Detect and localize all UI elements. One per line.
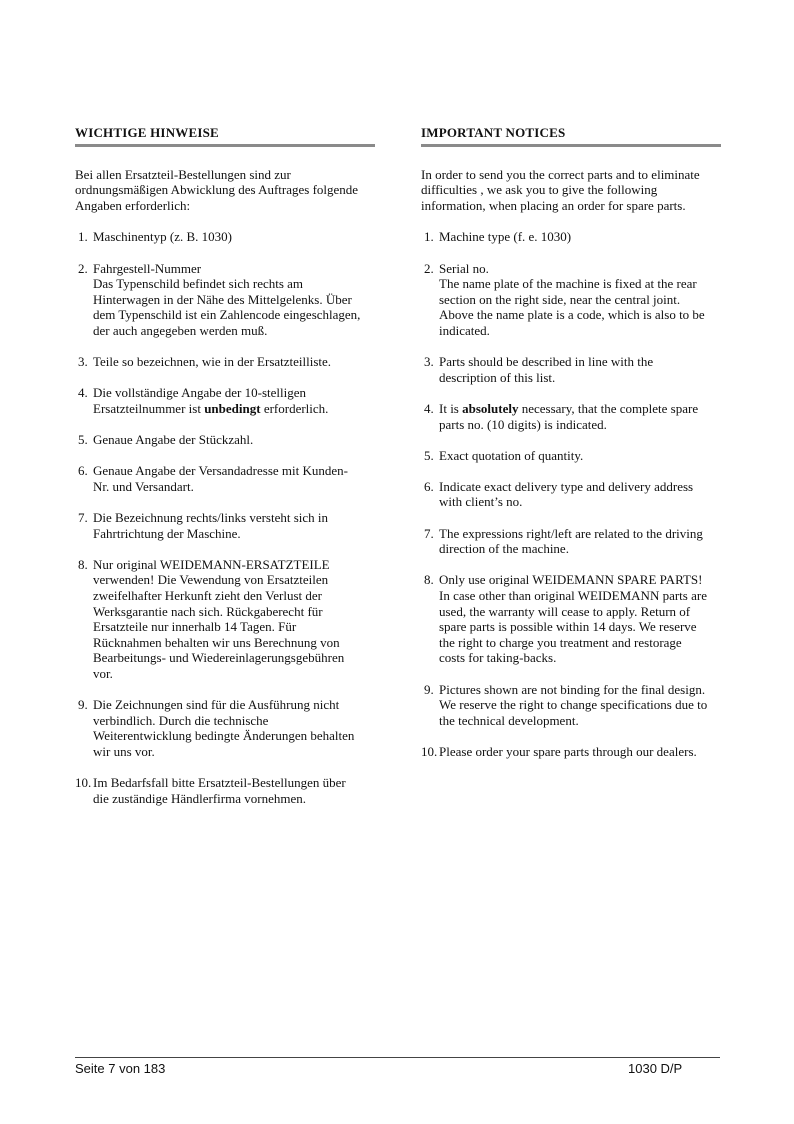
english-item-6: 6. Indicate exact delivery type and delivery address with client’s no. — [424, 478, 694, 510]
german-item-8: 8. Nur original WEIDEMANN-ERSATZTEILE verwenden! Die Vewendung von Ersatzteilen zweifelhafter Herkunft zieht den Verlust der Werksgarantie nach sich. Rückgaberecht für Ersatzteile nur innerhalb 14 Tagen. Für Rücknahmen behalten wir uns Berechnung von Bearbeitungs- und Wiedereinlagerungsgebühren vor. — [78, 556, 345, 681]
german-column — [75, 125, 380, 822]
german-item-6: 6. Genaue Angabe der Versandadresse mit Kunden- Nr. und Versandart. — [78, 463, 348, 494]
english-item-1: 1. Machine type (f. e. 1030) — [424, 229, 572, 245]
german-intro: Bei allen Ersatzteil-Bestellungen sind zur ordnungsmäßigen Abwicklung des Auftrages folgende Angaben erforderlich: — [75, 166, 359, 213]
footer-divider — [75, 1057, 720, 1058]
english-item-10: 10. Please order your spare parts through our dealers. — [421, 743, 697, 759]
german-item-4: 4. Die vollständige Angabe der 10-stelligen Ersatzteilnummer ist unbedingt erforderlich. — [78, 385, 329, 416]
english-item-5: 5. Exact quotation of quantity. — [424, 447, 584, 463]
english-item-7: 7. The expressions right/left are related to the driving direction of the machine. — [424, 525, 703, 557]
german-item-7: 7. Die Bezeichnung rechts/links versteht sich in Fahrtrichtung der Maschine. — [78, 510, 329, 541]
english-item-3: 3. Parts should be described in line with the description of this list. — [424, 354, 654, 385]
page-number: Seite 7 von 183 — [75, 1061, 166, 1076]
german-item-1: 1. Maschinentyp (z. B. 1030) — [78, 229, 233, 245]
document-id: 1030 D/P — [628, 1061, 683, 1076]
emphasis-unbedingt: unbedingt — [204, 400, 261, 416]
emphasis-absolutely: absolutely — [462, 400, 519, 416]
german-item-9: 9. Die Zeichnungen sind für die Ausführung nicht verbindlich. Durch die technische Weiterentwicklung bedingte Änderungen behalten wir uns vor. — [78, 697, 355, 759]
english-item-8: 8. Only use original WEIDEMANN SPARE PARTS! In case other than original WEIDEMANN parts are used, the warranty will cease to apply. Return of spare parts is possible within 14 days. We reserve the right to charge you treatment and restorage costs for taking-backs. — [424, 572, 707, 666]
german-item-5: 5. Genaue Angabe der Stückzahl. — [78, 432, 254, 448]
english-item-9: 9. Pictures shown are not binding for the final design. We reserve the right to change specifications due to the technical development. — [424, 681, 708, 728]
german-heading: WICHTIGE HINWEISE — [75, 125, 375, 147]
english-intro: In order to send you the correct parts and to eliminate difficulties , we ask you to give the following information, when placing an order for spare parts. — [421, 166, 700, 213]
german-item-10: 10. Im Bedarfsfall bitte Ersatzteil-Bestellungen über die zuständige Händlerfirma vornehmen. — [75, 775, 346, 806]
english-item-2: 2. Serial no. The name plate of the machine is fixed at the rear section on the right side, near the central joint. Above the name plate is a code, which is also to be indicated. — [424, 260, 705, 338]
german-item-2: 2. Fahrgestell-Nummer Das Typenschild befindet sich rechts am Hinterwagen in der Nähe des Mittelgelenks. Über dem Typenschild ist ein Zahlencode eingeschlagen, der auch angegeben werden muß. — [78, 260, 361, 338]
english-column — [421, 125, 726, 775]
english-item-4: 4. It is absolutely necessary, that the complete spare parts no. (10 digits) is indicated. — [424, 400, 699, 432]
english-heading: IMPORTANT NOTICES — [421, 125, 721, 147]
german-item-3: 3. Teile so bezeichnen, wie in der Ersatzteilliste. — [78, 354, 332, 370]
